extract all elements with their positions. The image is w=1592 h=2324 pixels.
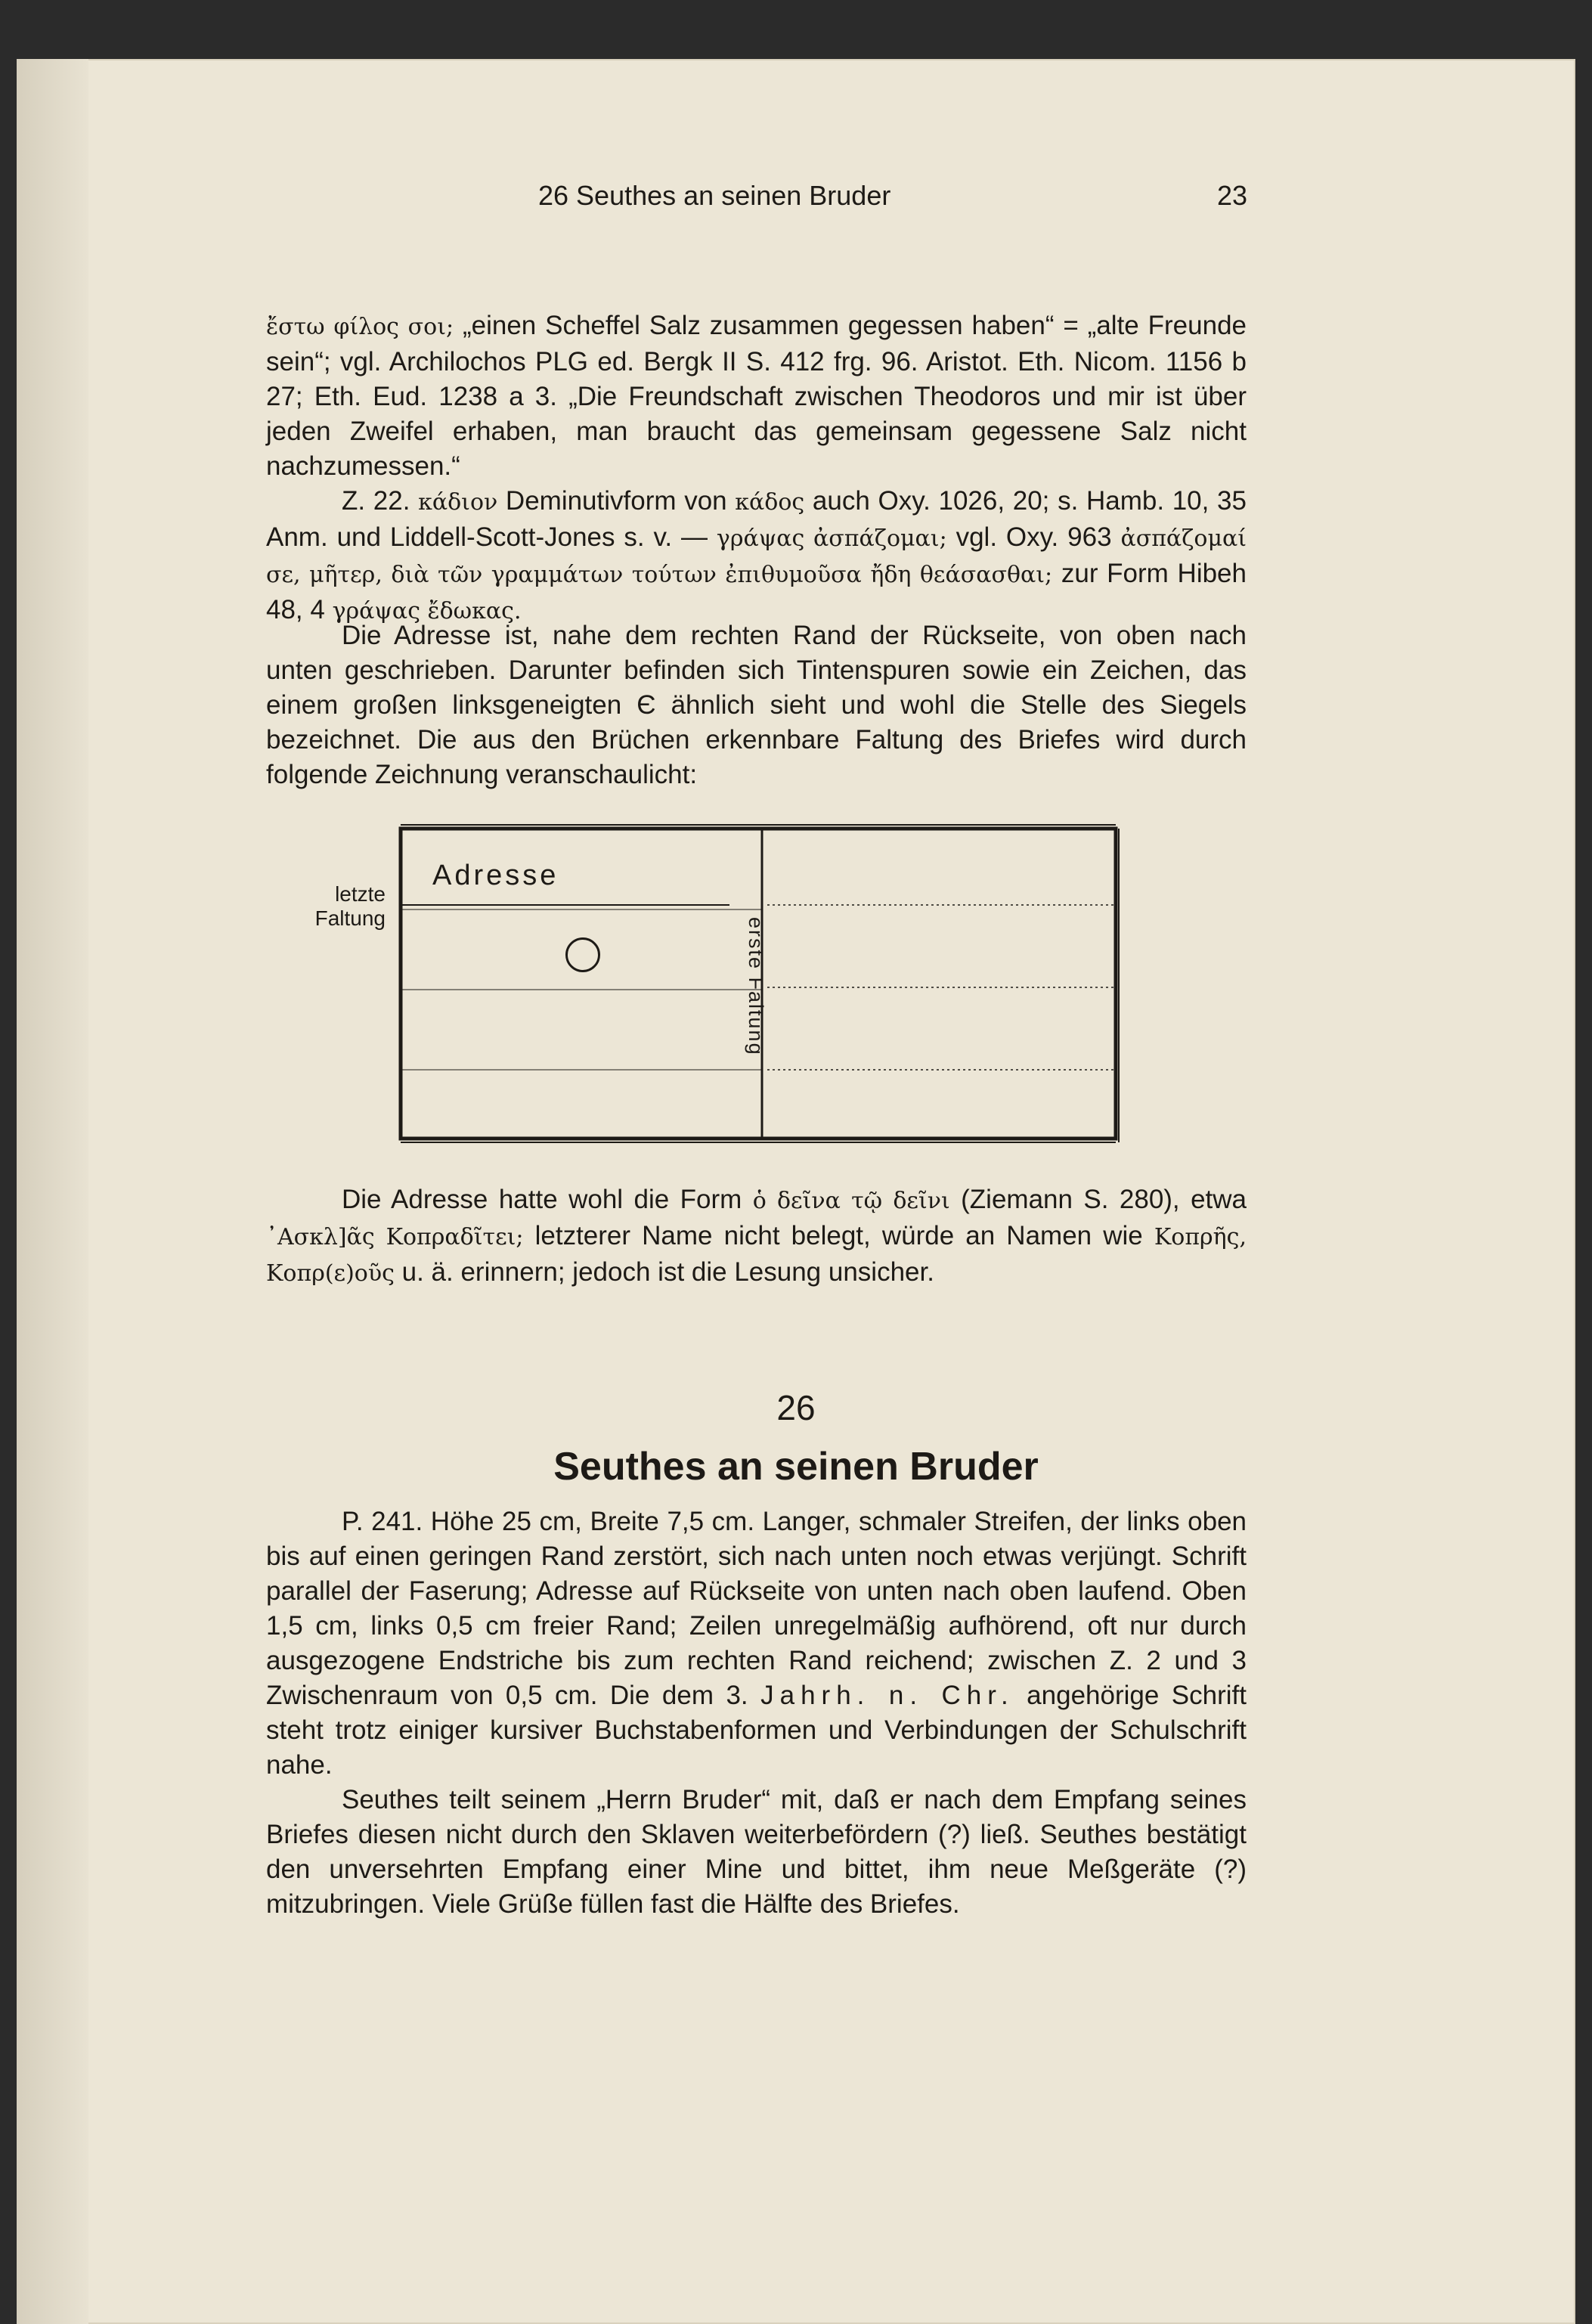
greek-word: κάδιον xyxy=(418,489,498,516)
address-description xyxy=(266,618,1247,792)
section-number: 26 xyxy=(776,1388,816,1427)
section-title: Seuthes an seinen Bruder xyxy=(553,1445,1039,1489)
greek-phrase: ἔστω φίλος σοι; xyxy=(266,314,454,340)
greek-phrase: γράψας ἀσπάζομαι; xyxy=(716,525,947,552)
paragraph-text: P. 241. Höhe 25 cm, Breite 7,5 cm. Langer, schmaler Streifen, der links oben bis auf einen geringen Rand zerstört, sich nach unten noch etwas verjüngt. Schrift parallel der Faserung; Adresse auf Rückseite von unten nach oben laufend. Oben 1,5 cm, links 0,5 cm freier Rand; Zeilen unregelmäßig aufhörend, oft nur durch ausgezogene Endstriche bis zum rechten Rand reichend; zwischen Z. 2 und 3 Zwischenraum von 0,5 cm. Die dem 3. xyxy=(266,1507,1247,1710)
summary-paragraph: Seuthes teilt seinem „Herrn Bruder“ mit, daß er nach dem Empfang seines Briefes diesen nicht durch den Sklaven weiterbefördern (?) ließ. Seuthes bestätigt den unversehrten Empfang einer Mine und bittet, ihm neue Meßgeräte (?) mitzubringen. Viele Grüße füllen fast die Hälfte des Briefes. xyxy=(266,1785,1247,1919)
folding-diagram xyxy=(295,820,1141,1160)
line-reference: Z. 22. xyxy=(342,486,410,516)
running-head-title: 26 Seuthes an seinen Bruder xyxy=(538,180,891,211)
label-erste-faltung: erste Faltung xyxy=(745,917,767,1056)
paragraph-text: Deminutivform von xyxy=(497,486,736,516)
label-adresse: Adresse xyxy=(432,860,559,891)
seal-circle-icon xyxy=(565,937,600,972)
greek-names: Κοπρῆς, Κοπρ(ε)οῦς xyxy=(266,1224,1247,1287)
commentary-block xyxy=(266,308,1247,629)
commentary-paragraph xyxy=(266,308,1247,484)
page-number: 23 xyxy=(1216,180,1247,211)
paragraph-text: zur Form Hibeh 48, 4 xyxy=(266,559,1247,624)
paragraph-text: angehörige Schrift steht trotz einiger kursiver Buchstabenformen und Verbindungen der Schulschrift nahe. xyxy=(266,1681,1247,1780)
paragraph-text: vgl. Oxy. 963 xyxy=(946,522,1121,552)
address-form-paragraph xyxy=(266,1182,1247,1291)
paragraph-text: auch Oxy. 1026, 20; s. Hamb. 10, 35 Anm. und Liddell-Scott-Jones s. v. — xyxy=(266,486,1247,552)
label-letzte-faltung: letzte Faltung xyxy=(314,882,386,930)
page-gutter xyxy=(17,59,88,2324)
spaced-date: Jahrh. n. Chr. xyxy=(760,1681,1014,1710)
description-paragraph xyxy=(266,1504,1247,1783)
paragraph-text: letzterer Name nicht belegt, würde an Namen wie xyxy=(523,1221,1154,1250)
greek-phrase: γράψας ἔδωκας. xyxy=(332,598,522,624)
address-paragraph: Die Adresse ist, nahe dem rechten Rand der Rückseite, von oben nach unten geschrieben. Darunter befinden sich Tintenspuren sowie ein Zeichen, das einem großen linksgeneigten Є ähnlich sieht und wohl die Stelle des Siegels bezeichnet. Die aus den Brüchen erkennbare Faltung des Briefes wird durch folgende Zeichnung veranschaulicht: xyxy=(266,621,1247,789)
greek-phrase: ᾽Ασκλ]ᾶς Κοπραδῖτει; xyxy=(266,1224,524,1250)
paragraph-text: u. ä. erinnern; jedoch ist die Lesung unsicher. xyxy=(394,1257,934,1287)
greek-phrase: ὁ δεῖνα τῷ δεῖνι xyxy=(752,1188,950,1214)
after-figure-paragraph xyxy=(266,1182,1247,1291)
paragraph-text: Die Adresse hatte wohl die Form xyxy=(342,1185,753,1214)
commentary-note-z22 xyxy=(266,484,1247,629)
greek-word: κάδος xyxy=(735,489,805,516)
folding-diagram-drawing xyxy=(295,820,1141,1160)
document-description xyxy=(266,1504,1247,1922)
paragraph-text: „einen Scheffel Salz zusammen gegessen haben“ = „alte Freunde sein“; vgl. Archilochos PLG ed. Bergk II S. 412 frg. 96. Aristot. Eth. Nicom. 1156 b 27; Eth. Eud. 1238 a 3. „Die Freundschaft zwischen Theodoros und mir ist über jeden Zweifel erhaben, man braucht das gemeinsam gegessene Salz nicht nachzumessen.“ xyxy=(266,311,1247,481)
greek-quotation: ἀσπάζομαί σε, μῆτερ, διὰ τῶν γραμμάτων τούτων ἐπιθυμοῦσα ἤδη θεάσασθαι; xyxy=(266,525,1247,588)
paragraph-text: (Ziemann S. 280), etwa xyxy=(949,1185,1247,1214)
